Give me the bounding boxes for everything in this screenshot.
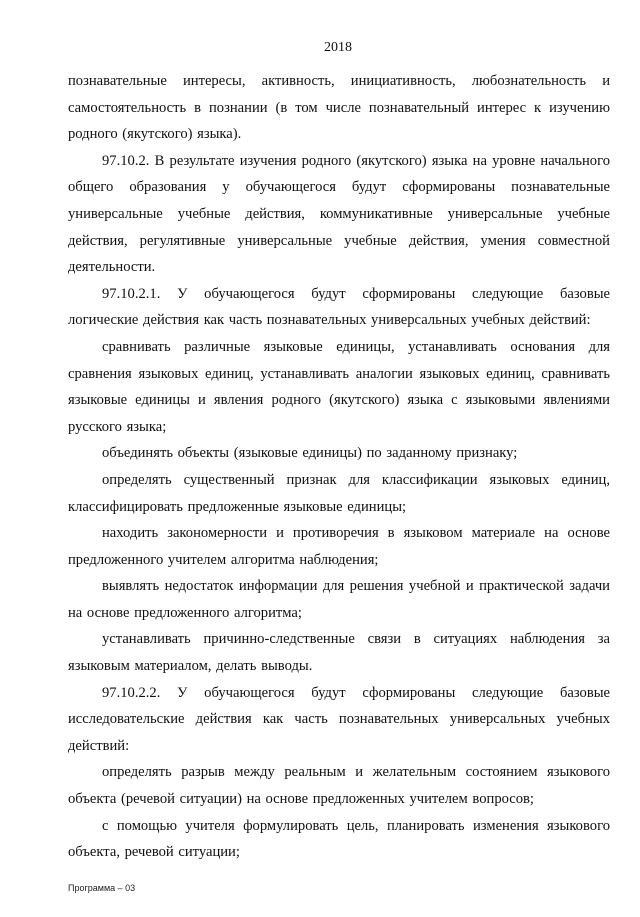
footer-program-label: Программа – 03 bbox=[68, 883, 136, 893]
list-item-compare: сравнивать различные языковые единицы, устанавливать основания для сравнения языковых единиц, устанавливать аналогии языковых единиц, сравнивать языковые единицы и явления родного (якутского) языка с языковыми явлениями русского языка; bbox=[68, 338, 610, 435]
list-item-gap: определять разрыв между реальным и желательным состоянием языкового объекта (речевой ситуации) на основе предложенных учителем вопросов; bbox=[68, 764, 610, 808]
list-item-classify: определять существенный признак для классификации языковых единиц, классифицировать предложенные языковые единицы; bbox=[68, 471, 610, 515]
list-item-lack-of-info: выявлять недостаток информации для решения учебной и практической задачи на основе предложенного алгоритма; bbox=[68, 578, 610, 621]
paragraph-97-10-2: 97.10.2. В результате изучения родного (якутского) языка на уровне начального общего образования у обучающегося будут сформированы познавательные универсальные учебные действия, коммуникативные универсальные учебные действия, регулятивные универсальные учебные действия, умения совместной деятельности. bbox=[68, 152, 610, 276]
list-item-patterns: находить закономерности и противоречия в языковом материале на основе предложенного учителем алгоритма наблюдения; bbox=[68, 525, 610, 568]
paragraph-continuation: познавательные интересы, активность, инициативность, любознательность и самостоятельность в познании (в том числе познавательный интерес к изучению родного (якутского) языка). bbox=[68, 73, 610, 143]
list-item-causal: устанавливать причинно-следственные связи в ситуациях наблюдения за языковым материалом, делать выводы. bbox=[68, 631, 610, 675]
list-item-combine: объединять объекты (языковые единицы) по заданному признаку; bbox=[102, 445, 518, 462]
paragraph-97-10-2-1: 97.10.2.1. У обучающегося будут сформированы следующие базовые логические действия как часть познавательных универсальных учебных действий: bbox=[68, 285, 610, 329]
list-item-goal: с помощью учителя формулировать цель, планировать изменения языкового объекта, речевой ситуации; bbox=[68, 817, 610, 861]
document-body bbox=[68, 68, 610, 866]
page-number: 2018 bbox=[324, 40, 352, 55]
paragraph-97-10-2-2: 97.10.2.2. У обучающегося будут сформированы следующие базовые исследовательские действия как часть познавательных универсальных учебных действий: bbox=[68, 684, 610, 754]
